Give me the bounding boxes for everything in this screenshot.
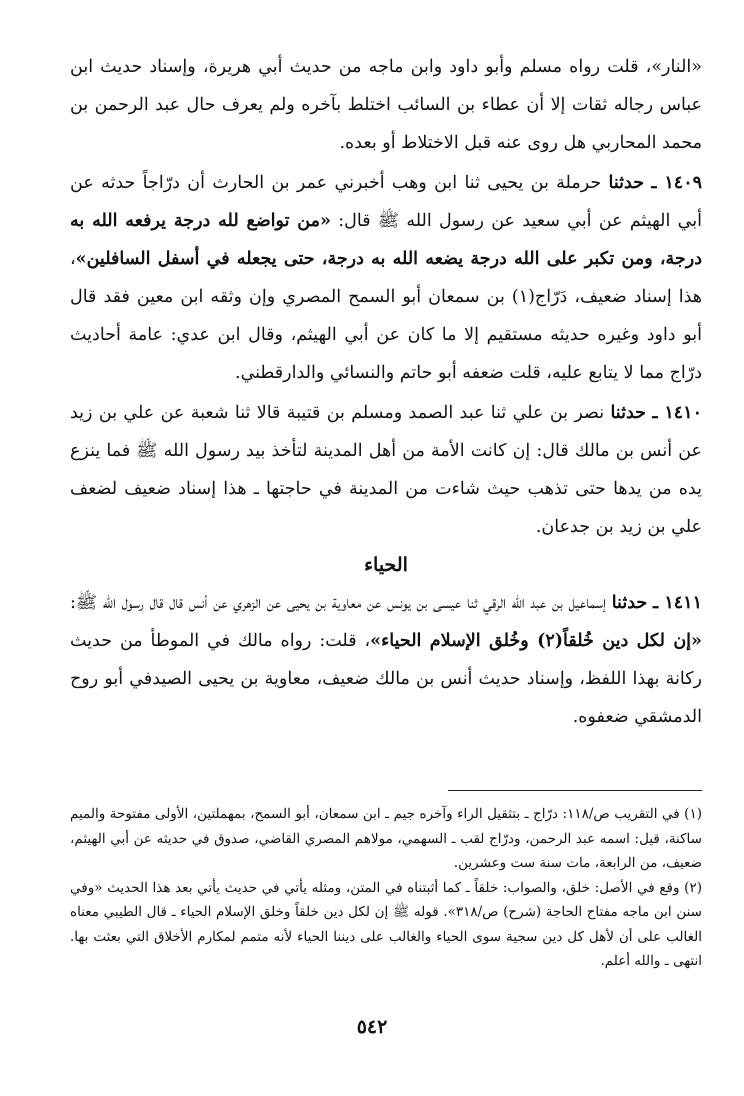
hadith-entry-1411	[70, 584, 702, 736]
footnote-2: (٢) وقع في الأصل: خلق، والصواب: خلقاً ـ كما أثبتناه في المتن، ومثله يأتي في حديث يأتي بعد هذا الحديث «وفي سنن ابن ماجه مفتاح الحاجة (شرح) ص/٣١٨». قوله ﷺ إن لكل دين خلقاً وخلق الإسلام الحياء ـ قال الطيبي معناه الغالب على أن لأهل كل دين سجية سوى الحياء والغالب على ديننا الحياء لأنه متمم لمكارم الأخلاق التي بعثت بها. انتهى ـ والله أعلم.	[70, 879, 702, 969]
entry-chain: حرملة بن يحيى ثنا ابن وهب أخبرني عمر بن الحارث أن درّاجاً حدثه عن أبي الهيثم عن أبي سعيد عن رسول الله ﷺ قال:	[70, 173, 702, 231]
footnote-divider	[448, 790, 702, 791]
entry-chain: نصر بن علي ثنا عبد الصمد ومسلم بن قتيبة قالا ثنا شعبة عن علي بن زيد عن أنس بن مالك قال: إن كانت الأمة من أهل المدينة لتأخذ بيد رسول الله ﷺ فما ينزع يده من يدها حتى تذهب حيث شاءت من المدينة في حاجتها ـ هذا إسناد ضعيف لضعف علي بن زيد بن جدعان.	[70, 403, 702, 537]
entry-lead-word: حدثنا	[610, 403, 646, 423]
entry-number: ١٤٠٩ ـ	[651, 173, 702, 193]
footnotes	[70, 802, 702, 974]
entry-commentary: ، قلت: رواه مالك في الموطأ من حديث ركانة بهذا اللفظ، وإسناد حديث أنس بن مالك ضعيف، معاوية بن يحيى الصيدفي أبو روح الدمشقي ضعفوه.	[70, 631, 702, 727]
footnote-1: (١) في التقريب ص/١١٨: درّاج ـ بتثقيل الراء وآخره جيم ـ ابن سمعان، أبو السمح، بمهملتين، الأولى مفتوحة والميم ساكنة، قيل: اسمه عبد الرحمن، ودرّاج لقب ـ السهمي، مولاهم المصري القاضي، صدوق في حديثه عن أبي الهيثم، ضعيف، من الرابعة، مات سنة ست وعشرين.	[70, 806, 702, 871]
hadith-entry-1409	[70, 164, 702, 392]
main-text	[70, 48, 702, 736]
entry-lead-word: حدثنا	[611, 593, 648, 613]
entry-lead-word: حدثنا	[608, 173, 645, 193]
entry-number: ١٤١١ ـ	[652, 593, 702, 613]
hadith-text: «إن لكل دين خُلقاً(٢) وخُلق الإسلام الحياء»	[370, 631, 702, 651]
hadith-entry-1410	[70, 394, 702, 546]
hadith-text: «من تواضع لله درجة يرفعه الله به درجة، ومن تكبر على الله درجة يضعه الله به درجة، حتى يجعله في أسفل السافلين»	[70, 211, 702, 269]
entry-chain: إسماعيل بن عبد الله الرقي ثنا عيسى بن يونس عن معاوية بن يحيى عن الزهري عن أنس قال قال رسول الله ﷺ:	[70, 593, 612, 613]
section-heading: الحياء	[364, 554, 408, 576]
entry-number: ١٤١٠ ـ	[652, 403, 702, 423]
intro-paragraph: «النار»، قلت رواه مسلم وأبو داود وابن ماجه من حديث أبي هريرة، وإسناد حديث ابن عباس رجاله ثقات إلا أن عطاء بن السائب اختلط بآخره ولم يعرف حال عبد الرحمن بن محمد المحاربي هل روى عنه قبل الاختلاط أو بعده.	[70, 57, 702, 153]
entry-commentary: ، هذا إسناد ضعيف، دَرّاج(١) بن سمعان أبو السمح المصري وإن وثقه ابن معين فقد قال أبو داود وغيره حديثه مستقيم إلا ما كان عن أبي الهيثم، وقال ابن عدي: عامة أحاديث درّاج مما لا يتابع عليه، قلت ضعفه أبو حاتم والنسائي والدارقطني.	[70, 249, 702, 383]
page-number: ٥٤٢	[356, 1016, 388, 1038]
